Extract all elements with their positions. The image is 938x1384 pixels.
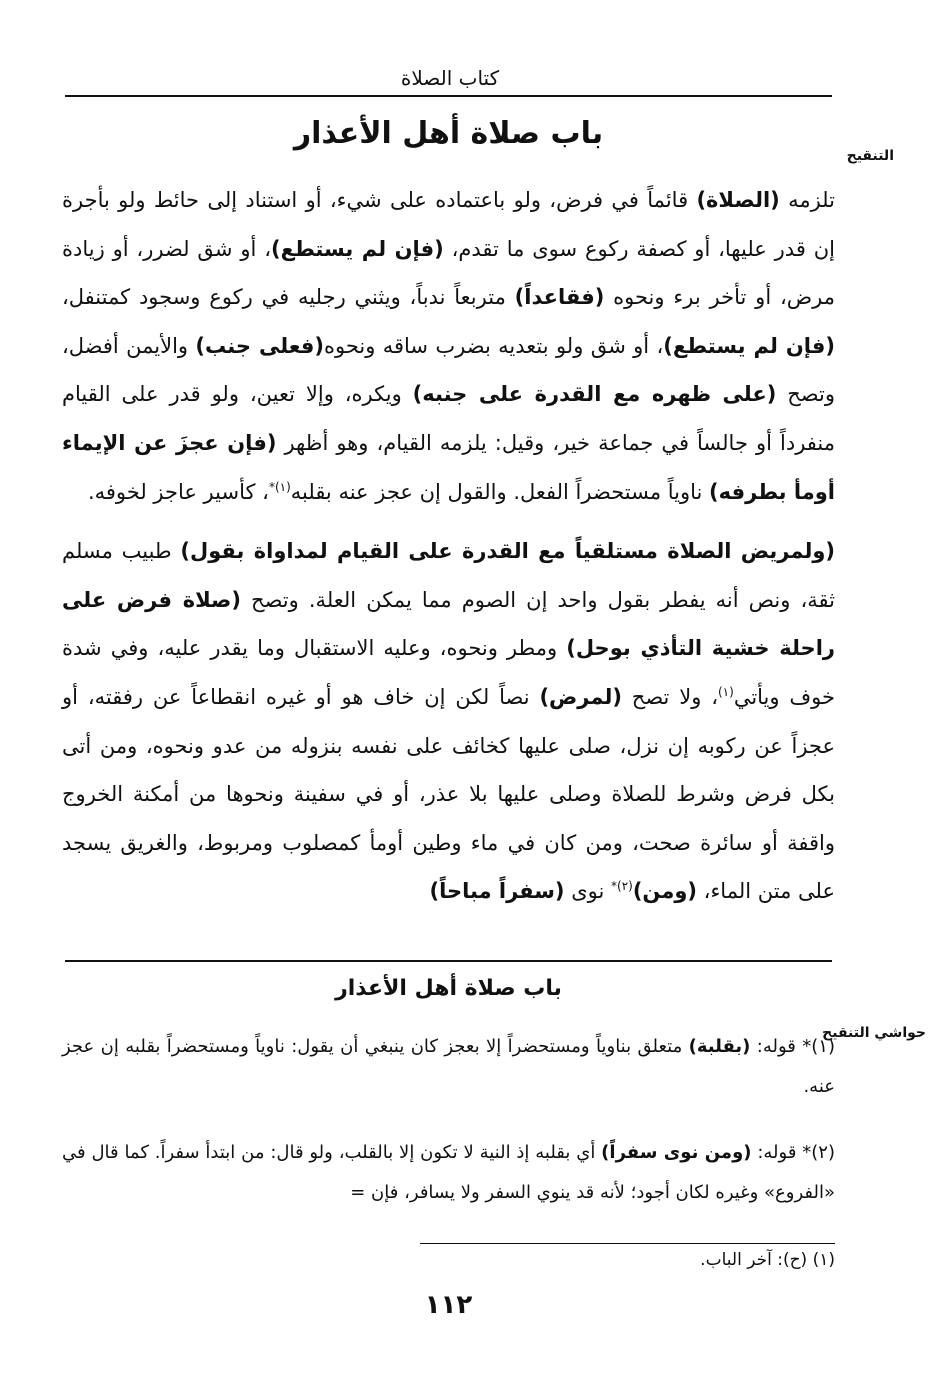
main-text — [62, 176, 835, 916]
text-run: ، كأسير عاجز لخوفه. — [87, 479, 269, 504]
bold-text-run: (فعلى جنب) — [195, 333, 324, 358]
bold-text-run: (فإن لم يستطع) — [663, 333, 836, 358]
text-run: والأيمن أفضل، وتصح — [62, 333, 835, 407]
text-run: أي بقلبه إذ النية لا تكون إلا بالقلب، ولو قال: من ابتدأ سفراً. كما قال في «الفروع» وغيره لكان أجود؛ لأنه قد ينوي السفر ولا يسافر، فإن = — [62, 1142, 835, 1203]
footnote-rule — [420, 1243, 835, 1244]
text-run: ، أو شق لضرر، أو زيادة مرض، أو تأخر برء ونحوه — [62, 236, 835, 310]
margin-label-tanqih: التنقيح — [846, 148, 894, 164]
bold-text-run: (ومن نوى سفراً) — [601, 1142, 752, 1163]
commentary-note-1 — [62, 1027, 835, 1107]
text-run: نوى — [564, 879, 611, 904]
bold-text-run: (لمرض) — [539, 684, 622, 709]
text-run: متربعاً ندباً، ويثني رجليه في ركوع وسجود كمتنفل، — [62, 285, 515, 310]
bold-text-run: (على ظهره مع القدرة على جنبه) — [412, 382, 777, 407]
bold-text-run: (بقلبة) — [688, 1036, 751, 1057]
header-rule — [65, 95, 832, 97]
footnote-marker: (١)* — [268, 479, 291, 494]
main-paragraph-2 — [62, 527, 835, 916]
footnote-marker: (٢)* — [611, 879, 633, 894]
section-divider — [65, 960, 832, 962]
notes-title: باب صلاة أهل الأعذار — [335, 976, 562, 1001]
bold-text-run: (ولمريض الصلاة مستلقياً مع القدرة على القيام لمداواة بقول) — [180, 539, 835, 564]
text-run: تلزمه — [779, 188, 835, 212]
text-run: (١)* قوله: — [750, 1036, 835, 1057]
text-run: ، ولا تصح — [621, 684, 718, 709]
bold-text-run: (ومن) — [632, 879, 697, 904]
text-run: متعلق بناوياً ومستحضراً إلا بعجز كان ينبغي أن يقول: ناوياً ومستحضراً بقلبه إن عجز عنه. — [62, 1036, 835, 1097]
bold-text-run: (سفراً مباحاً) — [429, 879, 565, 904]
running-header: كتاب الصلاة — [400, 66, 500, 90]
bold-text-run: (فإن عجزَ عن الإيماء أومأ بطرفه) — [62, 430, 835, 504]
text-run: ويكره، وإلا تعين، ولو قدر على القيام منفرداً أو جالساً في جماعة خير، وقيل: يلزمه القيام، وهو أظهر — [62, 382, 835, 455]
text-run: طبيب مسلم ثقة، ونص أنه يفطر بقول واحد إن الصوم مما يمكن العلة. وتصح — [62, 539, 835, 612]
footnote-marker: (١) — [717, 684, 734, 699]
text-run: ومطر ونحوه، وعليه الاستقبال وما يقدر عليه، وفي شدة خوف ويأتي — [62, 636, 835, 709]
main-paragraph-1 — [62, 176, 835, 516]
commentary-note-2 — [62, 1133, 835, 1213]
page-number: ١١٢ — [424, 1290, 473, 1320]
bold-text-run: (صلاة فرض على راحلة خشية التأذي بوحل) — [62, 587, 835, 661]
bold-text-run: (الصلاة) — [696, 188, 780, 212]
margin-label-hawashi: حواشي التنقيح — [822, 1025, 926, 1041]
bold-text-run: (فإن لم يستطع) — [271, 236, 444, 261]
footnote: (١) (ح): آخر الباب. — [700, 1250, 835, 1270]
text-run: نصاً لكن إن خاف هو أو غيره انقطاعاً عن رفقته، أو عجزاً عن ركوبه إن نزل، صلى عليها كخائف على نفسه بنزوله من عدو ونحوه، ومن أتى بكل فرض وشرط للصلاة وصلى عليها بلا عذر، أو في سفينة ونحوها من أمكنة الخروج واقفة أو سائرة صحت، ومن كان في ماء وطين أومأ كمصلوب ومربوط، والغريق يسجد على متن الماء، — [62, 684, 835, 904]
text-run: ناوياً مستحضراً الفعل. والقول إن عجز عنه بقلبه — [290, 479, 710, 504]
text-run: قائماً في فرض، ولو باعتماده على شيء، أو استناد إلى حائط ولو بأجرة إن قدر عليها، أو كصفة ركوع سوى ما تقدم، — [62, 188, 835, 261]
chapter-title: باب صلاة أهل الأعذار — [293, 116, 604, 151]
bold-text-run: (فقاعداً) — [514, 285, 605, 310]
text-run: (٢)* قوله: — [751, 1142, 835, 1163]
text-run: ، أو شق ولو بتعديه بضرب ساقه ونحوه — [323, 333, 664, 358]
